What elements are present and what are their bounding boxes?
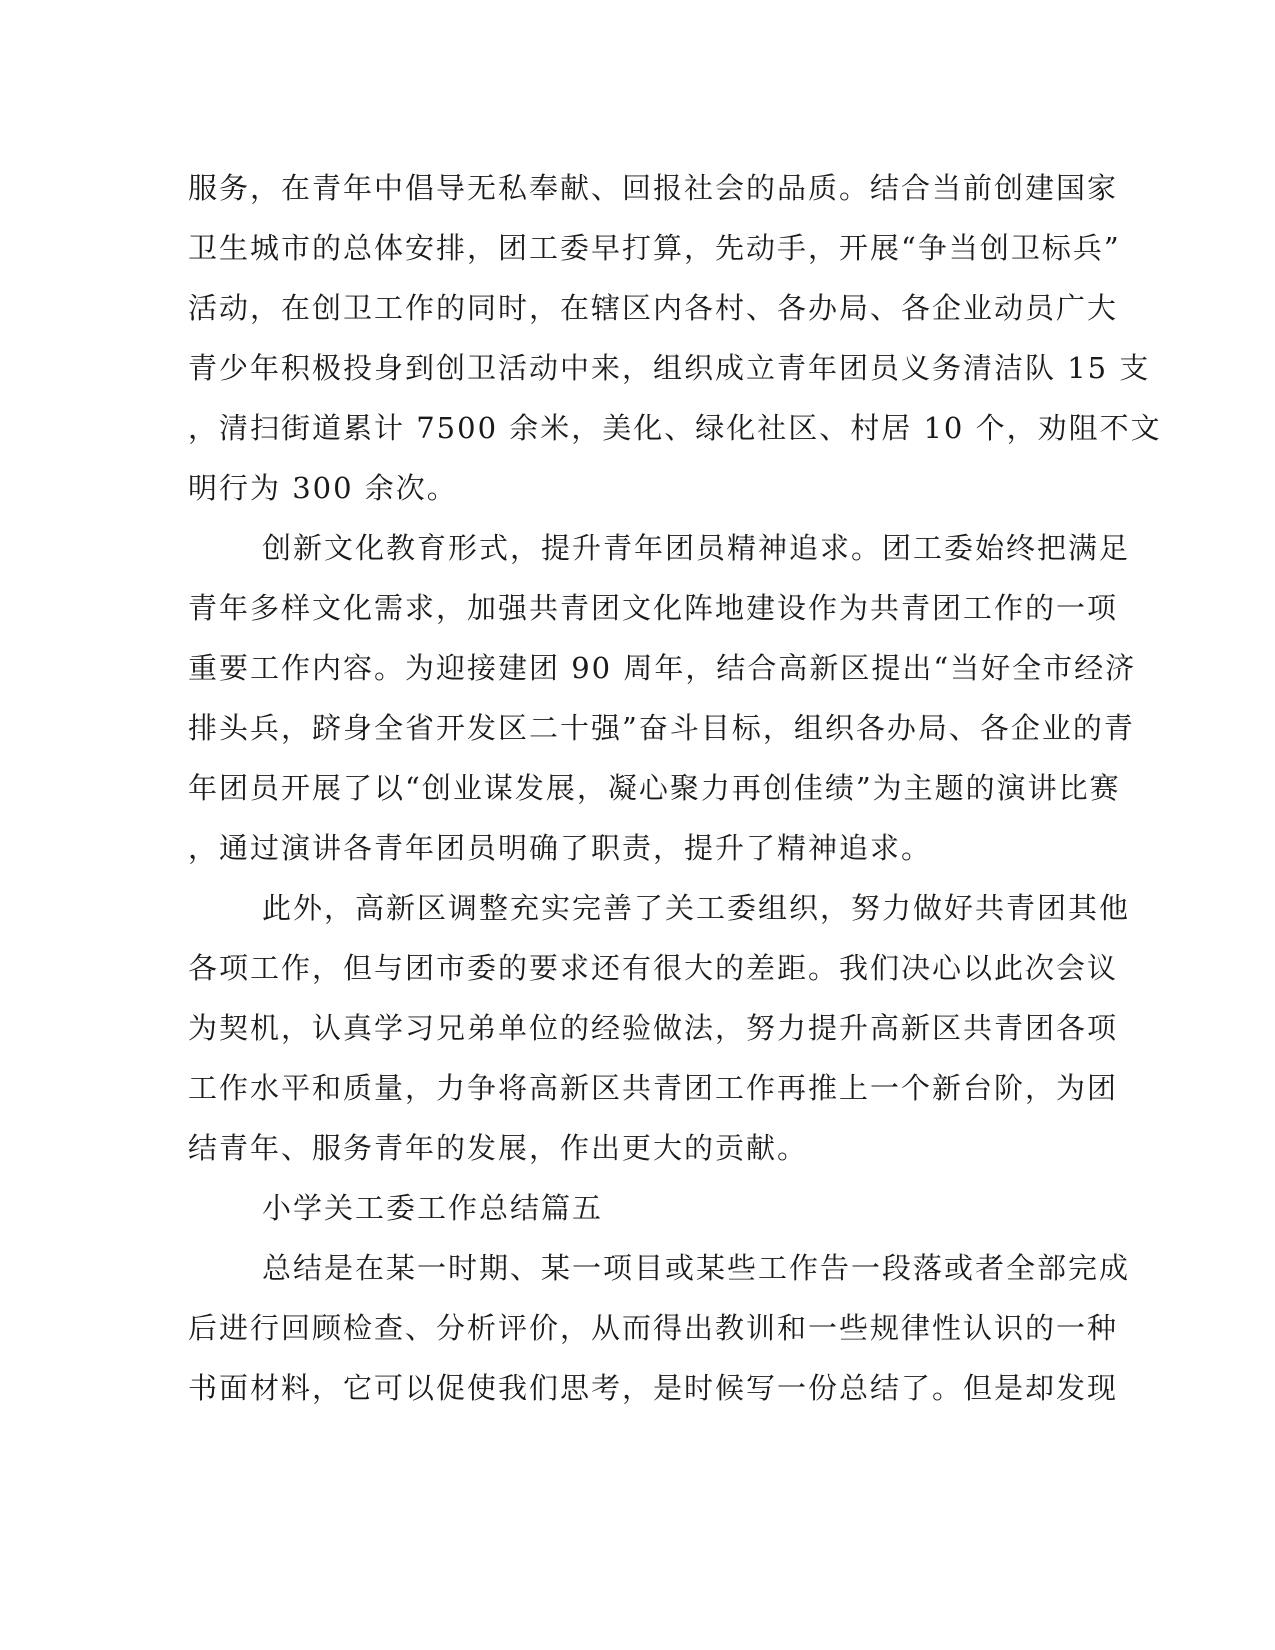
text-line: 后进行回顾检查、分析评价，从而得出教训和一些规律性认识的一种 [188, 1311, 1119, 1345]
text-line: 青年多样文化需求，加强共青团文化阵地建设作为共青团工作的一项 [188, 591, 1119, 625]
text-line: 明行为 300 余次。 [188, 471, 458, 505]
text-line: 书面材料，它可以促使我们思考，是时候写一份总结了。但是却发现 [188, 1371, 1119, 1405]
text-line: ，通过演讲各青年团员明确了职责，提升了精神追求。 [188, 831, 933, 865]
text-line: 工作水平和质量，力争将高新区共青团工作再推上一个新台阶，为团 [188, 1071, 1119, 1105]
text-line: 排头兵，跻身全省开发区二十强”奋斗目标，组织各办局、各企业的青 [188, 711, 1135, 745]
text-line: 结青年、服务青年的发展，作出更大的贡献。 [188, 1131, 809, 1165]
document-body [188, 158, 1162, 1418]
text-line: 活动，在创卫工作的同时，在辖区内各村、各办局、各企业动员广大 [188, 291, 1119, 325]
text-line: 重要工作内容。为迎接建团 90 周年，结合高新区提出“当好全市经济 [188, 651, 1137, 685]
text-line: 各项工作，但与团市委的要求还有很大的差距。我们决心以此次会议 [188, 951, 1119, 985]
paragraph-first-line: 总结是在某一时期、某一项目或某些工作告一段落或者全部完成 [262, 1251, 1131, 1285]
text-line: 卫生城市的总体安排，团工委早打算，先动手，开展“争当创卫标兵” [188, 231, 1121, 265]
paragraph-first-line: 此外，高新区调整充实完善了关工委组织，努力做好共青团其他 [262, 891, 1131, 925]
text-line: 为契机，认真学习兄弟单位的经验做法，努力提升高新区共青团各项 [188, 1011, 1119, 1045]
text-line: 年团员开展了以“创业谋发展，凝心聚力再创佳绩”为主题的演讲比赛 [188, 771, 1121, 805]
text-line: ，清扫街道累计 7500 余米，美化、绿化社区、村居 10 个，劝阻不文 [188, 411, 1162, 445]
paragraph-first-line: 创新文化教育形式，提升青年团员精神追求。团工委始终把满足 [262, 531, 1131, 565]
text-line: 服务，在青年中倡导无私奉献、回报社会的品质。结合当前创建国家 [188, 171, 1119, 205]
text-line: 青少年积极投身到创卫活动中来，组织成立青年团员义务清洁队 15 支 [188, 351, 1151, 385]
section-heading: 小学关工委工作总结篇五 [262, 1191, 604, 1225]
